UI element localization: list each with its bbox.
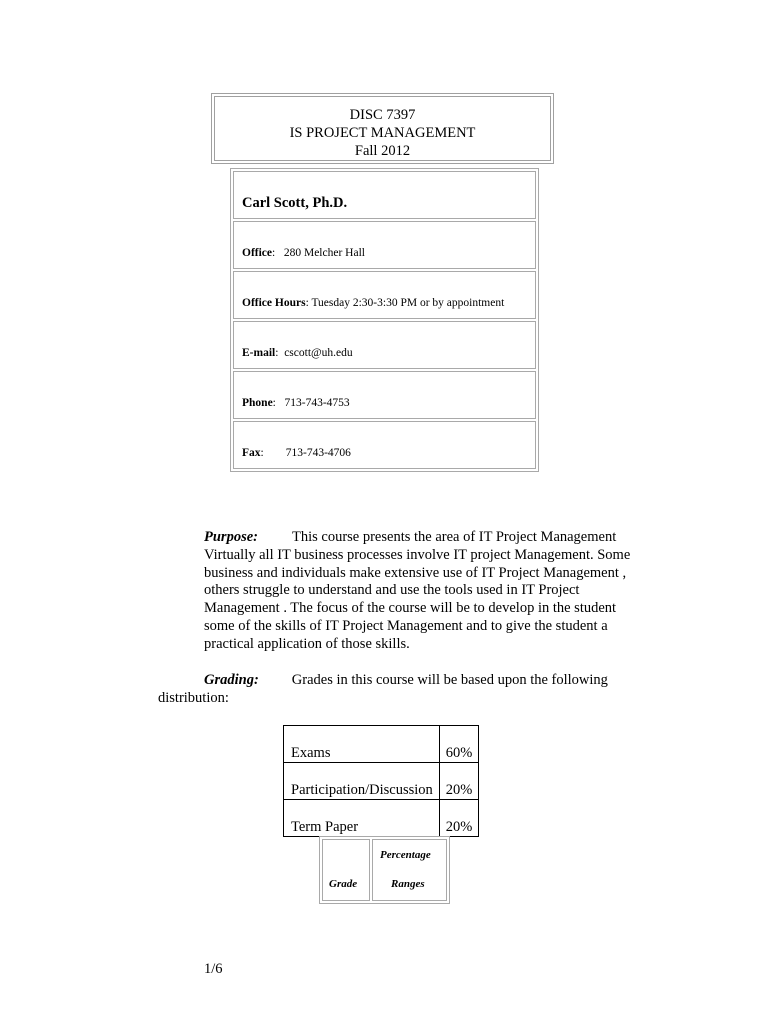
- grade-ranges-table: [319, 836, 450, 904]
- phone-cell: Phone: 713-743-4753: [233, 371, 536, 419]
- grade-pct: 20%: [439, 800, 479, 837]
- grade-item: Participation/Discussion: [284, 763, 440, 800]
- purpose-line: some of the skills of IT Project Management and to give the student a: [204, 617, 608, 634]
- purpose-line: practical application of those skills.: [204, 635, 410, 652]
- office-hours-cell: Office Hours: Tuesday 2:30-3:30 PM or by appointment: [233, 271, 536, 319]
- page-number: 1/6: [204, 961, 223, 977]
- grade-pct: 20%: [439, 763, 479, 800]
- fax-cell: Fax: 713-743-4706: [233, 421, 536, 469]
- purpose-heading: Purpose:: [204, 529, 258, 545]
- purpose-paragraph: [204, 529, 684, 654]
- office-hours-label: Office Hours: [242, 297, 306, 309]
- course-code: DISC 7397: [349, 107, 416, 123]
- grade-item: Term Paper: [284, 800, 440, 837]
- office-value: 280 Melcher Hall: [283, 247, 365, 259]
- email-value: cscott@uh.edu: [284, 347, 353, 359]
- office-cell: Office: 280 Melcher Hall: [233, 221, 536, 269]
- purpose-line: business and individuals make extensive use of IT Project Management ,: [204, 564, 627, 581]
- purpose-line: others struggle to understand and use the tools used in IT Project: [204, 582, 580, 599]
- grading-heading: Grading:: [204, 672, 259, 688]
- percentage-column-header: [372, 839, 447, 901]
- grading-first-line: Grades in this course will be based upon the following: [291, 672, 608, 688]
- phone-label: Phone: [242, 397, 273, 409]
- purpose-line: Virtually all IT business processes involve IT project Management. Some: [204, 546, 631, 563]
- grade-column-header: [322, 839, 370, 901]
- grade-pct: 60%: [439, 726, 479, 763]
- instructor-name: Carl Scott, Ph.D.: [242, 195, 348, 211]
- percentage-header-line1: Percentage: [380, 849, 431, 861]
- course-title-box: [211, 93, 554, 164]
- phone-value: 713-743-4753: [284, 397, 350, 409]
- email-label: E-mail: [242, 347, 276, 359]
- table-row: [284, 800, 479, 837]
- instructor-name-cell: [233, 171, 536, 219]
- purpose-line: Management . The focus of the course will be to develop in the student: [204, 600, 617, 617]
- course-term: Fall 2012: [354, 143, 411, 159]
- grade-header-label: Grade: [329, 878, 358, 890]
- percentage-header-line2: Ranges: [391, 878, 425, 890]
- fax-value: 713-743-4706: [285, 447, 351, 459]
- grading-second-line: distribution:: [158, 690, 229, 706]
- instructor-info-table: [230, 168, 539, 472]
- fax-label: Fax: [242, 447, 261, 459]
- office-hours-value: Tuesday 2:30-3:30 PM or by appointment: [311, 297, 505, 309]
- table-row: [284, 726, 479, 763]
- table-row: [284, 763, 479, 800]
- grading-intro: [204, 672, 608, 690]
- email-cell: E-mail: cscott@uh.edu: [233, 321, 536, 369]
- purpose-first-line: This course presents the area of IT Project Management: [291, 529, 617, 545]
- office-label: Office: [242, 247, 273, 259]
- course-name: IS PROJECT MANAGEMENT: [289, 125, 476, 141]
- grade-item: Exams: [284, 726, 440, 763]
- grading-distribution-table: [283, 725, 479, 837]
